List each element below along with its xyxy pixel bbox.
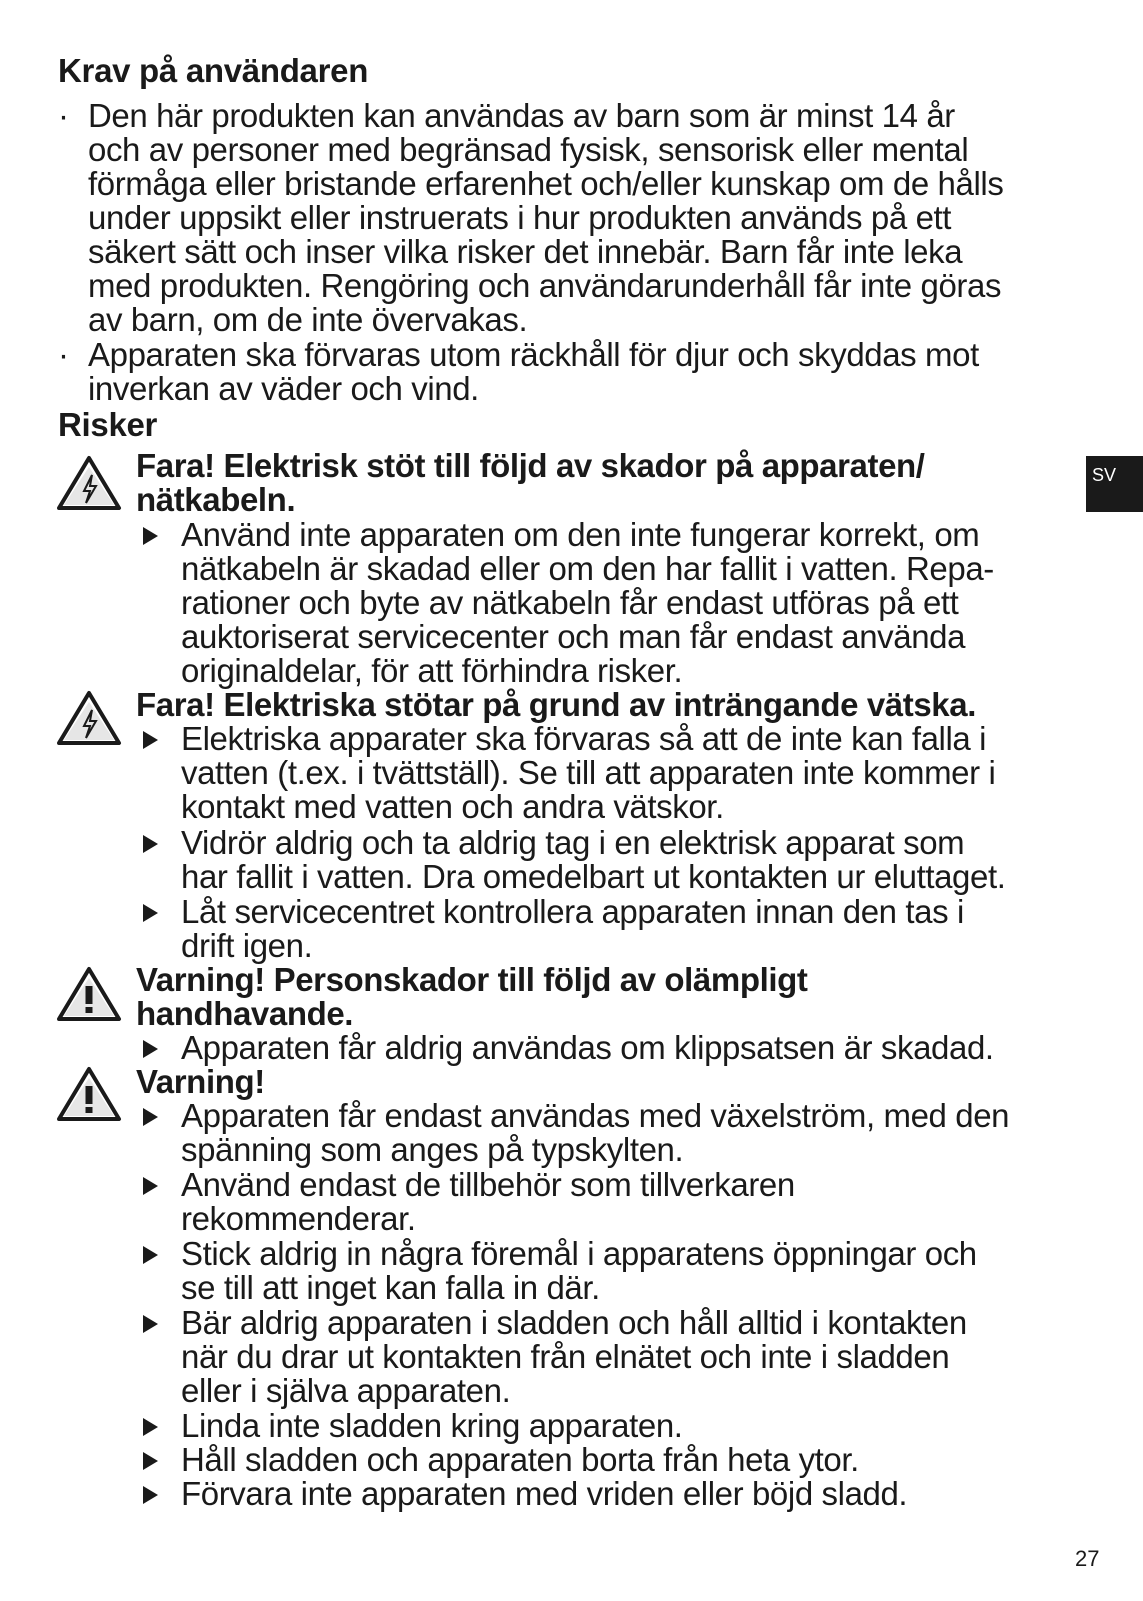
- text-line: av barn, om de inte övervakas.: [88, 301, 528, 338]
- exclamation-warning-icon: [56, 966, 122, 1022]
- text-line: vatten (t.ex. i tvättställ). Se till att apparaten inte kommer i: [181, 754, 996, 791]
- text-line: Linda inte sladden kring apparaten.: [181, 1407, 683, 1444]
- text-line: rationer och byte av nätkabeln får endast utföras på ett: [181, 584, 959, 621]
- electric-hazard-icon: [56, 455, 122, 511]
- text-line: och av personer med begränsad fysisk, sensorisk eller mental: [88, 131, 969, 168]
- text-line: Använd endast de tillbehör som tillverkaren: [181, 1166, 795, 1203]
- text-line: Låt servicecentret kontrollera apparaten innan den tas i: [181, 893, 964, 930]
- arrow-bullet-icon: [143, 1418, 158, 1436]
- text-line: Fara! Elektriska stötar på grund av inträngande vätska.: [136, 686, 976, 723]
- text-line: inverkan av väder och vind.: [88, 370, 479, 407]
- text-line: rekommenderar.: [181, 1200, 416, 1237]
- text-line: under uppsikt eller instruerats i hur produkten används på ett: [88, 199, 952, 236]
- exclamation-warning-icon: [56, 1066, 122, 1122]
- text-line: Varning!: [136, 1063, 265, 1100]
- text-line: förmåga eller bristande erfarenhet och/eller kunskap om de hålls: [88, 165, 1004, 202]
- text-line: eller i själva apparaten.: [181, 1372, 511, 1409]
- text-line: nätkabeln.: [136, 481, 296, 518]
- text-line: med produkten. Rengöring och användarunderhåll får inte göras: [88, 267, 1002, 304]
- section-heading-risks: Risker: [58, 406, 158, 443]
- arrow-bullet-icon: [143, 904, 158, 922]
- text-line: nätkabeln är skadad eller om den har fallit i vatten. Repa-: [181, 550, 994, 587]
- text-line: handhavande.: [136, 995, 354, 1032]
- text-line: Apparaten får endast användas med växelström, med den: [181, 1097, 1010, 1134]
- arrow-bullet-icon: [143, 527, 158, 545]
- arrow-bullet-icon: [143, 731, 158, 749]
- warning-title: [136, 963, 1056, 1031]
- text-line: Förvara inte apparaten med vriden eller böjd sladd.: [181, 1475, 908, 1512]
- text-line: Bär aldrig apparaten i sladden och håll alltid i kontakten: [181, 1304, 967, 1341]
- warning-title: [136, 449, 1056, 517]
- text-line: originaldelar, för att förhindra risker.: [181, 652, 683, 689]
- text-line: Fara! Elektrisk stöt till följd av skador på apparaten/: [136, 447, 925, 484]
- text-line: Håll sladden och apparaten borta från heta ytor.: [181, 1441, 859, 1478]
- arrow-bullet-icon: [143, 835, 158, 853]
- text-line: Elektriska apparater ska förvaras så att de inte kan falla i: [181, 720, 987, 757]
- text-line: Vidrör aldrig och ta aldrig tag i en elektrisk apparat som: [181, 824, 965, 861]
- arrow-bullet-icon: [143, 1040, 158, 1058]
- arrow-bullet-icon: [143, 1246, 158, 1264]
- text-line: har fallit i vatten. Dra omedelbart ut kontakten ur eluttaget.: [181, 858, 1006, 895]
- arrow-bullet-icon: [143, 1108, 158, 1126]
- text-line: Varning! Personskador till följd av olämpligt: [136, 961, 808, 998]
- text-line: spänning som anges på typskylten.: [181, 1131, 684, 1168]
- text-line: Den här produkten kan användas av barn som är minst 14 år: [88, 97, 955, 134]
- section-heading-user-requirements: Krav på användaren: [58, 52, 369, 89]
- text-line: se till att inget kan falla in där.: [181, 1269, 600, 1306]
- language-tab: SV: [1086, 456, 1143, 512]
- electric-hazard-icon: [56, 690, 122, 746]
- warning-title: [136, 1065, 1056, 1099]
- arrow-bullet-icon: [143, 1177, 158, 1195]
- text-line: kontakt med vatten och andra vätskor.: [181, 788, 724, 825]
- page-number: 27: [1075, 1546, 1100, 1571]
- text-line: Stick aldrig in några föremål i apparatens öppningar och: [181, 1235, 977, 1272]
- text-line: säkert sätt och inser vilka risker det innebär. Barn får inte leka: [88, 233, 963, 270]
- text-line: Apparaten får aldrig användas om klippsatsen är skadad.: [181, 1029, 994, 1066]
- text-line: Använd inte apparaten om den inte fungerar korrekt, om: [181, 516, 980, 553]
- bullet-dot: ·: [58, 336, 69, 373]
- arrow-bullet-icon: [143, 1452, 158, 1470]
- warning-title: [136, 688, 1056, 722]
- text-line: drift igen.: [181, 927, 313, 964]
- bullet-dot: ·: [58, 97, 69, 134]
- arrow-bullet-icon: [143, 1315, 158, 1333]
- text-line: Apparaten ska förvaras utom räckhåll för djur och skyddas mot: [88, 336, 979, 373]
- text-line: auktoriserat servicecenter och man får endast använda: [181, 618, 966, 655]
- arrow-bullet-icon: [143, 1486, 158, 1504]
- text-line: när du drar ut kontakten från elnätet och inte i sladden: [181, 1338, 950, 1375]
